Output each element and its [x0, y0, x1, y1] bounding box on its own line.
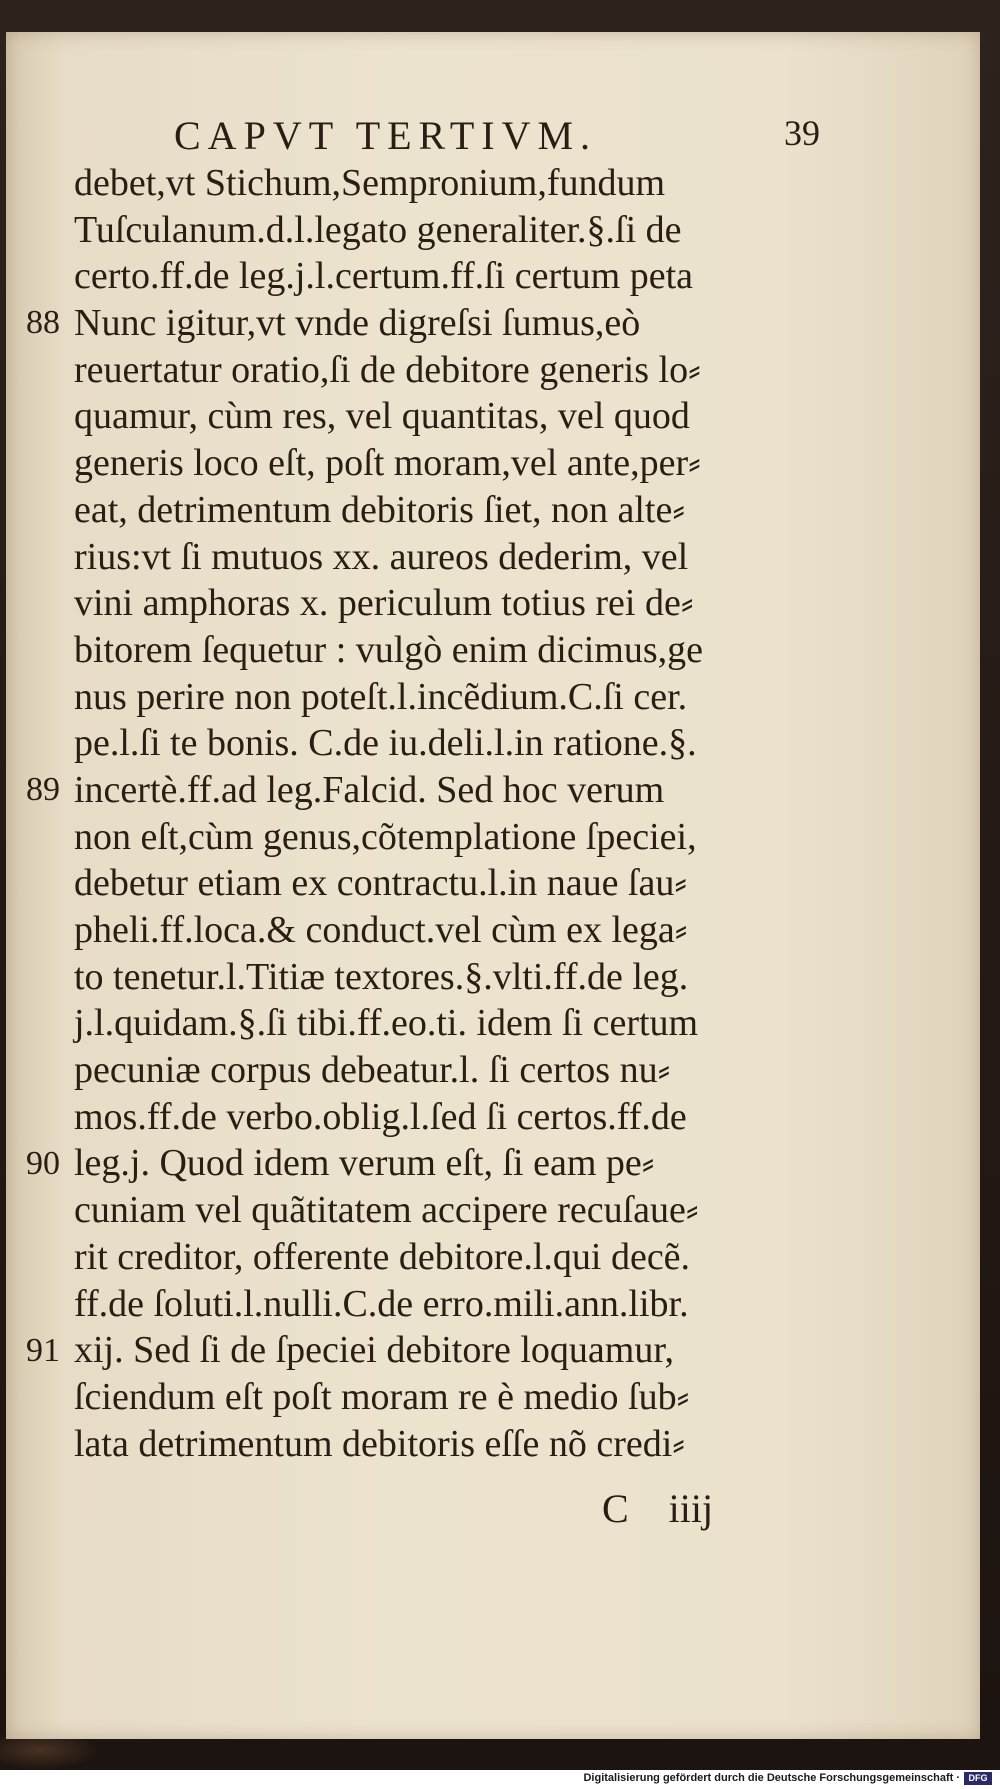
text-line: Nunc igitur,vt vnde digreſsi ſumus,eò	[74, 302, 641, 345]
book-page	[6, 32, 980, 1739]
text-line: Tuſculanum.d.l.legato generaliter.§.ſi de	[74, 208, 682, 251]
text-line: generis loco eſt, poſt moram,vel ante,per⸗	[74, 442, 701, 485]
dfg-logo: DFG	[964, 1772, 992, 1785]
page-number: 39	[784, 113, 820, 153]
text-line: leg.j. Quod idem verum eſt, ſi eam pe⸗	[74, 1142, 655, 1185]
signature-mark: C iiij	[602, 1486, 714, 1531]
text-line: non eſt,cùm genus,cõtemplatione ſpeciei,	[74, 815, 697, 858]
text-line: pecuniæ corpus debeatur.l. ſi certos nu⸗	[74, 1049, 671, 1092]
text-line: xij. Sed ſi de ſpeciei debitore loquamur,	[74, 1329, 674, 1372]
margin-paragraph-number: 88	[26, 304, 60, 342]
margin-paragraph-number: 91	[26, 1331, 60, 1369]
text-line: rit creditor, offerente debitore.l.qui decẽ.	[74, 1235, 691, 1278]
text-line: pheli.ff.loca.& conduct.vel cùm ex lega⸗	[74, 909, 688, 951]
text-line: certo.ff.de leg.j.l.certum.ff.ſi certum peta	[74, 255, 694, 298]
text-line: vini amphoras x. periculum totius rei de⸗	[74, 582, 694, 625]
text-line: debet,vt Stichum,Sempronium,fundum	[74, 162, 666, 204]
text-line: rius:vt ſi mutuos xx. aureos dederim, vel	[74, 535, 689, 578]
text-line: cuniam vel quãtitatem accipere recuſaue⸗	[74, 1189, 699, 1232]
text-line: ſciendum eſt poſt moram re è medio ſub⸗	[74, 1375, 690, 1418]
text-line: j.l.quidam.§.ſi tibi.ff.eo.ti. idem ſi certum	[74, 1002, 699, 1045]
margin-paragraph-number: 89	[26, 771, 60, 809]
running-title: CAPVT TERTIVM.	[174, 113, 598, 158]
text-line: eat, detrimentum debitoris ſiet, non alte⸗	[74, 488, 685, 531]
text-line: pe.l.ſi te bonis. C.de iu.deli.l.in ratione.§.	[74, 722, 697, 765]
text-line: ff.de ſoluti.l.nulli.C.de erro.mili.ann.libr.	[74, 1282, 689, 1325]
body-text-block	[74, 160, 814, 1467]
text-line: quamur, cùm res, vel quantitas, vel quod	[74, 395, 690, 438]
margin-paragraph-number: 90	[26, 1144, 60, 1182]
text-line: debetur etiam ex contractu.l.in naue ſau⸗	[74, 862, 688, 905]
text-line: lata detrimentum debitoris eſſe nõ credi⸗	[74, 1422, 685, 1465]
text-line: incertè.ff.ad leg.Falcid. Sed hoc verum	[74, 768, 665, 811]
text-line: nus perire non poteſt.l.incẽdium.C.ſi cer.	[74, 675, 688, 718]
text-line: bitorem ſequetur : vulgò enim dicimus,ge	[74, 628, 703, 671]
text-line: to tenetur.l.Titiæ textores.§.vlti.ff.de leg.	[74, 955, 689, 998]
text-line: mos.ff.de verbo.oblig.l.ſed ſi certos.ff.de	[74, 1095, 687, 1138]
digitization-credit: Digitalisierung gefördert durch die Deutsche Forschungsgemeinschaft ·	[583, 1772, 960, 1784]
text-line: reuertatur oratio,ſi de debitore generis lo⸗	[74, 348, 701, 391]
